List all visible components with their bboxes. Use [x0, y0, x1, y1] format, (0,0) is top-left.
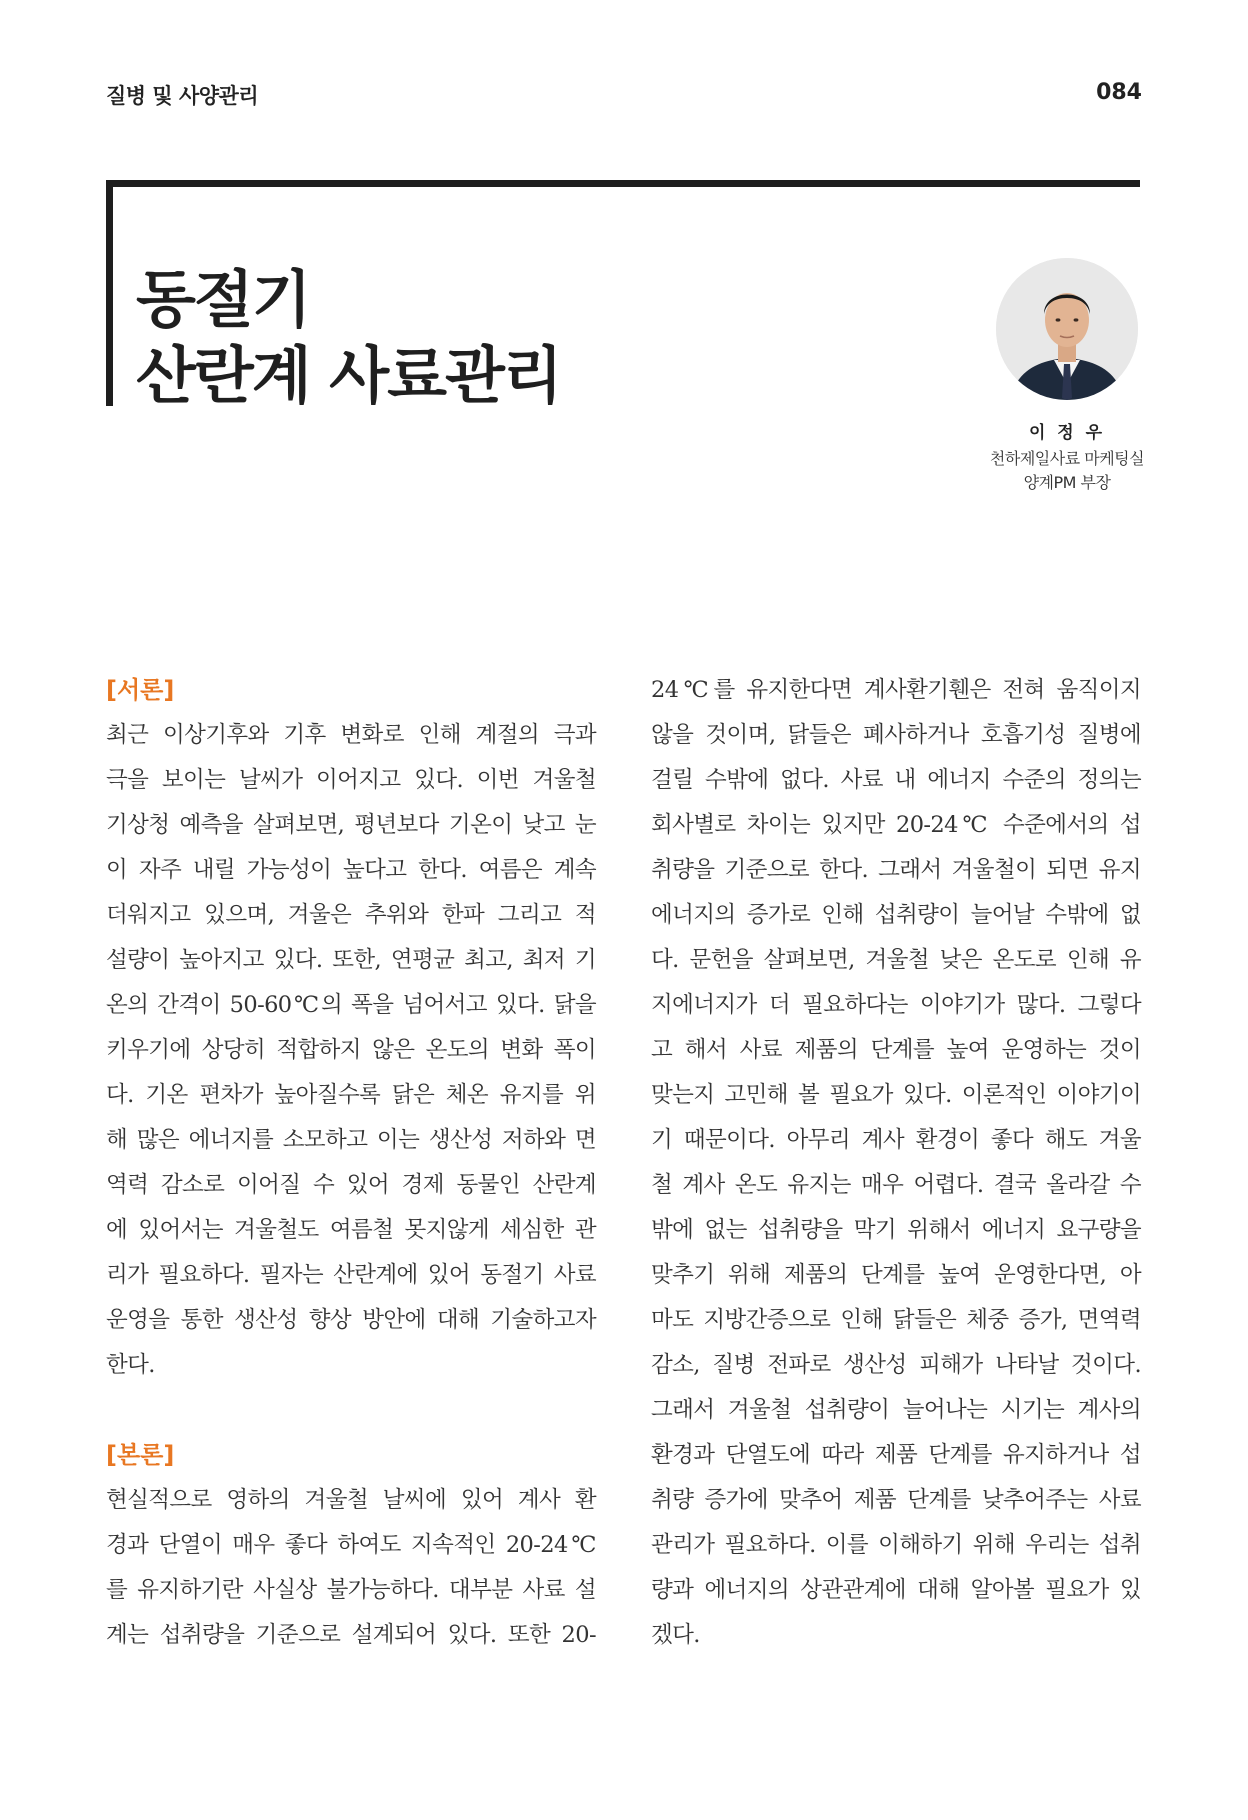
body-line: 고 해서 사료 제품의 단계를 높여 운영하는 것이 [651, 1037, 1141, 1063]
author-position: 양계PM 부장 [1023, 473, 1111, 492]
author-portrait-icon [996, 258, 1138, 400]
article-title [136, 262, 561, 414]
body-line: 회사별로 차이는 있지만 20-24℃ 수준에서의 섭 [651, 812, 1141, 838]
body-line: 맞추기 위해 제품의 단계를 높여 운영한다면, 아 [651, 1262, 1141, 1288]
body-line: 철 계사 온도 유지는 매우 어렵다. 결국 올라갈 수 [651, 1172, 1141, 1198]
body-line: 그래서 겨울철 섭취량이 늘어나는 시기는 계사의 [651, 1397, 1141, 1423]
body-line: 취량을 기준으로 한다. 그래서 겨울철이 되면 유지 [651, 857, 1141, 883]
article-title-line-2: 산란계 사료관리 [136, 339, 561, 412]
body-line: 밖에 없는 섭취량을 막기 위해서 에너지 요구량을 [651, 1217, 1141, 1243]
page-number: 084 [1096, 80, 1142, 105]
intro-line: 기상청 예측을 살펴보면, 평년보다 기온이 낮고 눈 [106, 812, 596, 838]
intro-line: 키우기에 상당히 적합하지 않은 온도의 변화 폭이 [106, 1037, 596, 1063]
body-line: 않을 것이며, 닭들은 폐사하거나 호흡기성 질병에 [651, 722, 1141, 748]
body-line: 량과 에너지의 상관관계에 대해 알아볼 필요가 있 [651, 1577, 1141, 1603]
author-name: 이 정 우 [1028, 423, 1106, 443]
body-line: 경과 단열이 매우 좋다 하여도 지속적인 20-24℃ [106, 1532, 596, 1558]
intro-line: 최근 이상기후와 기후 변화로 인해 계절의 극과 [106, 722, 596, 748]
paragraph-spacer [106, 1388, 596, 1433]
article-column-right [651, 668, 1141, 1658]
intro-line: 다. 기온 편차가 높아질수록 닭은 체온 유지를 위 [106, 1082, 596, 1108]
intro-line: 운영을 통한 생산성 향상 방안에 대해 기술하고자 [106, 1307, 596, 1333]
title-frame-top-rule [106, 180, 1140, 187]
body-line: 를 유지하기란 사실상 불가능하다. 대부분 사료 설 [106, 1577, 596, 1603]
intro-line: 온의 간격이 50-60℃의 폭을 넘어서고 있다. 닭을 [106, 992, 596, 1018]
intro-line: 리가 필요하다. 필자는 산란계에 있어 동절기 사료 [106, 1262, 596, 1288]
intro-line: 한다. [106, 1352, 155, 1378]
body-line: 취량 증가에 맞추어 제품 단계를 낮추어주는 사료 [651, 1487, 1141, 1513]
body-heading: [본론] [106, 1441, 175, 1469]
intro-line: 더워지고 있으며, 겨울은 추위와 한파 그리고 적 [106, 902, 596, 928]
intro-line: 설량이 높아지고 있다. 또한, 연평균 최고, 최저 기 [106, 947, 596, 973]
body-line: 다. 문헌을 살펴보면, 겨울철 낮은 온도로 인해 유 [651, 947, 1141, 973]
body-line: 지에너지가 더 필요하다는 이야기가 많다. 그렇다 [651, 992, 1141, 1018]
body-line: 에너지의 증가로 인해 섭취량이 늘어날 수밖에 없 [651, 902, 1141, 928]
intro-line: 이 자주 내릴 가능성이 높다고 한다. 여름은 계속 [106, 857, 596, 883]
intro-line: 역력 감소로 이어질 수 있어 경제 동물인 산란계 [106, 1172, 596, 1198]
article-title-line-1: 동절기 [136, 263, 310, 336]
body-line: 관리가 필요하다. 이를 이해하기 위해 우리는 섭취 [651, 1532, 1141, 1558]
intro-heading: [서론] [106, 676, 175, 704]
title-frame-left-rule [106, 180, 113, 406]
body-line: 감소, 질병 전파로 생산성 피해가 나타날 것이다. [651, 1352, 1141, 1378]
body-line: 계는 섭취량을 기준으로 설계되어 있다. 또한 20- [106, 1622, 596, 1648]
intro-line: 해 많은 에너지를 소모하고 이는 생산성 저하와 면 [106, 1127, 596, 1153]
body-line: 맞는지 고민해 볼 필요가 있다. 이론적인 이야기이 [651, 1082, 1141, 1108]
author-organization: 천하제일사료 마케팅실 [989, 449, 1145, 468]
body-line: 환경과 단열도에 따라 제품 단계를 유지하거나 섭 [651, 1442, 1141, 1468]
intro-line: 에 있어서는 겨울철도 여름철 못지않게 세심한 관 [106, 1217, 596, 1243]
intro-line: 극을 보이는 날씨가 이어지고 있다. 이번 겨울철 [106, 767, 596, 793]
body-line: 현실적으로 영하의 겨울철 날씨에 있어 계사 환 [106, 1487, 596, 1513]
body-line: 기 때문이다. 아무리 계사 환경이 좋다 해도 겨울 [651, 1127, 1141, 1153]
section-label: 질병 및 사양관리 [106, 84, 259, 108]
body-line: 24℃를 유지한다면 계사환기휀은 전혀 움직이지 [651, 677, 1141, 703]
body-line: 마도 지방간증으로 인해 닭들은 체중 증가, 면역력 [651, 1307, 1141, 1333]
article-column-left [106, 668, 596, 1658]
body-line: 겠다. [651, 1622, 700, 1648]
body-line: 걸릴 수밖에 없다. 사료 내 에너지 수준의 정의는 [651, 767, 1141, 793]
